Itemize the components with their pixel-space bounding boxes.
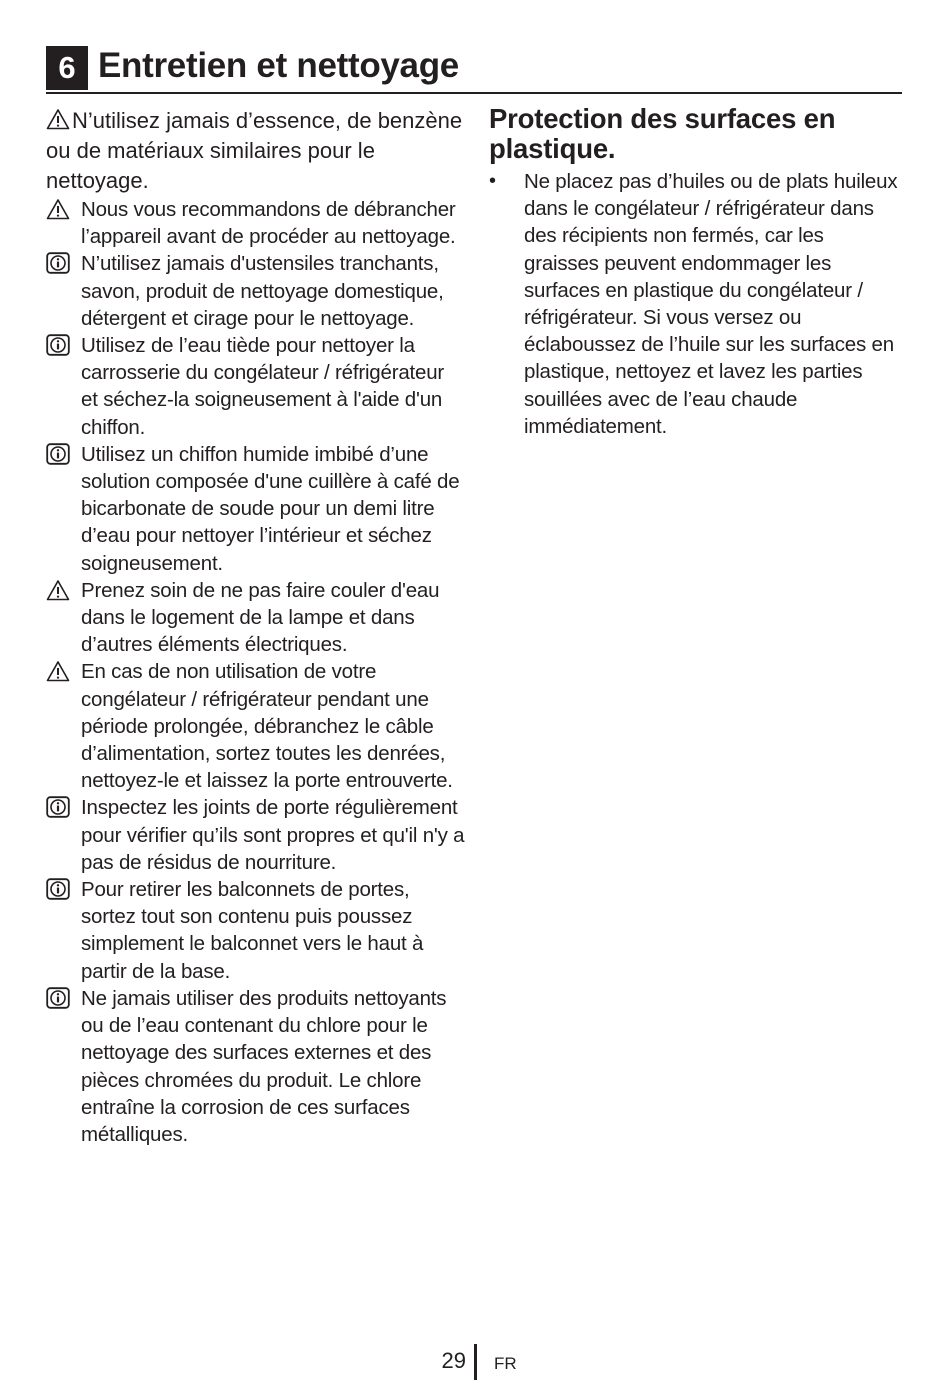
- note-item: [46, 332, 466, 441]
- chapter-number: 6: [46, 46, 88, 90]
- note-item: [46, 250, 466, 332]
- warning-icon: [46, 198, 70, 220]
- note-text: Utilisez un chiffon humide imbibé d’une solution composée d'une cuillère à café de bicarbonate de soude pour un demi litre d’eau pour nettoyer l’intérieur et séchez soigneusement.: [81, 442, 460, 575]
- info-icon: [46, 796, 70, 818]
- note-text: Prenez soin de ne pas faire couler d'eau dans le logement de la lampe et dans d’autres éléments électriques.: [81, 578, 440, 657]
- bullet-dot: •: [489, 170, 496, 192]
- right-column: [489, 104, 903, 440]
- page-number: 29: [441, 1348, 466, 1373]
- note-item: [46, 577, 466, 659]
- note-text: En cas de non utilisation de votre congélateur / réfrigérateur pendant une période prolongée, débranchez le câble d’alimentation, sortez toutes les denrées, nettoyez-le et laissez la porte entrouverte.: [81, 660, 453, 793]
- chapter-header: [46, 44, 902, 94]
- warning-icon: [46, 660, 70, 682]
- lead-warning: [46, 106, 466, 196]
- note-text: N’utilisez jamais d'ustensiles tranchants, savon, produit de nettoyage domestique, détergent et cirage pour le nettoyage.: [81, 252, 444, 330]
- note-item: [46, 876, 466, 985]
- note-text: Pour retirer les balconnets de portes, sortez tout son contenu puis poussez simplement le balconnet vers le haut à partir de la base.: [81, 878, 424, 983]
- warning-icon: [46, 108, 70, 130]
- lead-text: N’utilisez jamais d’essence, de benzène ou de matériaux similaires pour le nettoyage.: [46, 108, 463, 193]
- left-column: [46, 106, 466, 1148]
- chapter-title: Entretien et nettoyage: [98, 46, 459, 85]
- note-text: Utilisez de l’eau tiède pour nettoyer la carrosserie du congélateur / réfrigérateur et séchez-la soigneusement à l'aide d'un chiffon.: [81, 334, 445, 439]
- info-icon: [46, 878, 70, 900]
- note-text: Nous vous recommandons de débrancher l’appareil avant de procéder au nettoyage.: [81, 198, 456, 249]
- language-code: FR: [494, 1354, 517, 1373]
- note-item: [46, 658, 466, 794]
- info-icon: [46, 252, 70, 274]
- warning-icon: [46, 579, 70, 601]
- notes-list: [46, 196, 466, 1148]
- footer-divider: [474, 1344, 477, 1380]
- note-item: [46, 196, 466, 250]
- info-icon: [46, 334, 70, 356]
- note-item: [46, 441, 466, 577]
- note-text: Inspectez les joints de porte régulièrement pour vérifier qu’ils sont propres et qu'il n'y a pas de résidus de nourriture.: [81, 796, 465, 874]
- bullet-text: Ne placez pas d’huiles ou de plats huileux dans le congélateur / réfrigérateur dans des récipients non fermés, car les graisses peuvent endommager les surfaces en plastique du congélateur / réfrigérateur. Si vous versez ou éclaboussez de l’huile sur les surfaces en plastique, nettoyez et lavez les parties souillées avec de l’eau chaude immédiatement.: [524, 170, 898, 438]
- note-text: Ne jamais utiliser des produits nettoyants ou de l’eau contenant du chlore pour le nettoyage des surfaces externes et des pièces chromées du produit. Le chlore entraîne la corrosion de ces surfaces métalliques.: [81, 986, 447, 1146]
- page-footer: [0, 1344, 950, 1384]
- info-icon: [46, 987, 70, 1009]
- info-icon: [46, 443, 70, 465]
- bullet-item: [489, 168, 903, 440]
- note-item: [46, 794, 466, 876]
- section-title: Protection des surfaces en plastique.: [489, 103, 836, 164]
- note-item: [46, 985, 466, 1148]
